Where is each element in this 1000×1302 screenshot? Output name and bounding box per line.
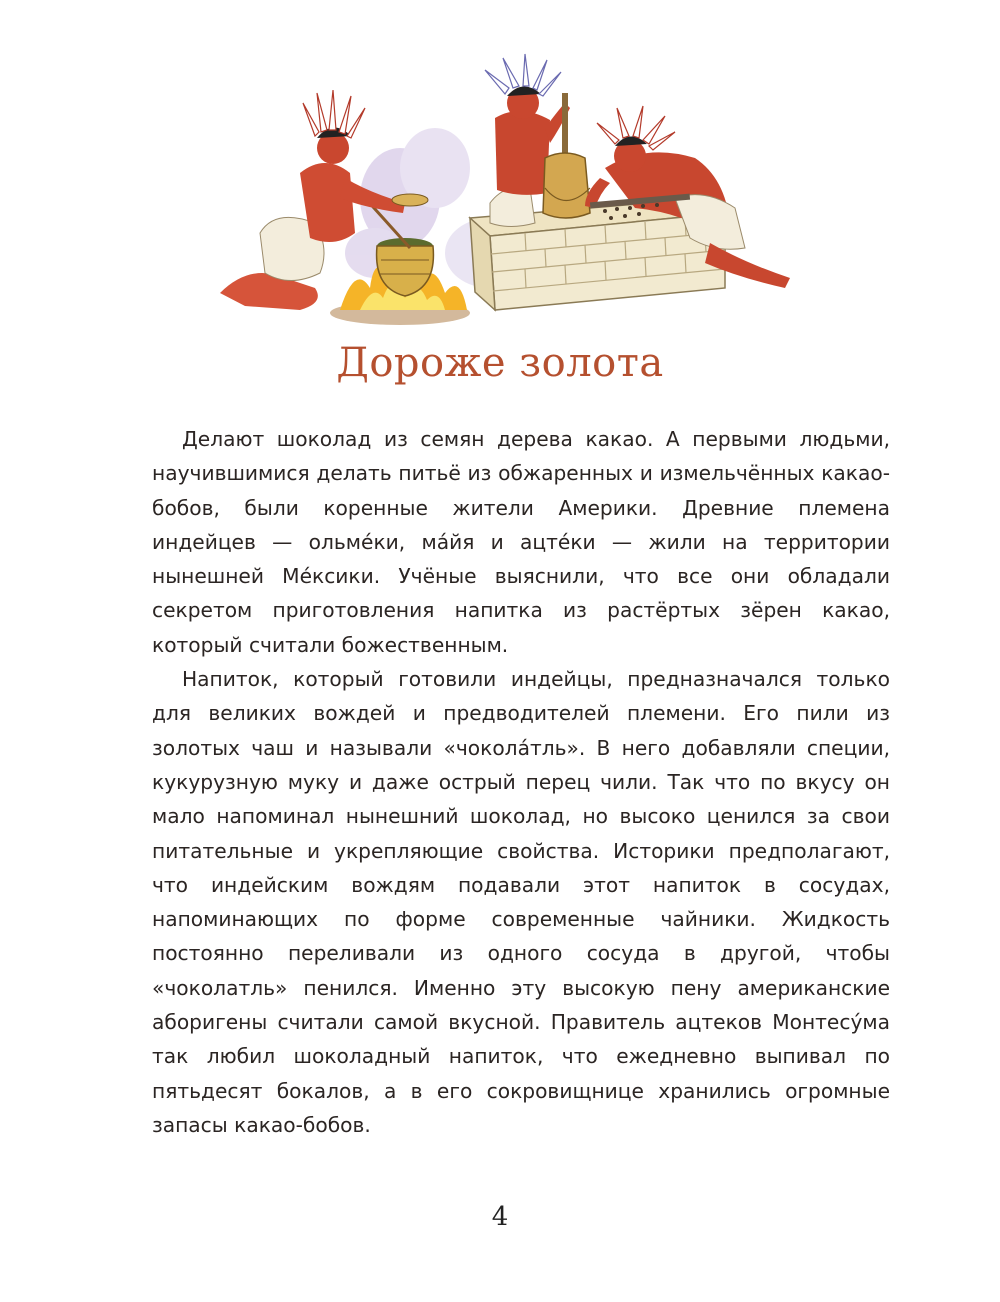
paragraph: Напиток, который готовили индейцы, предназначался только для великих вождей и предводителей племени. Его пили из золотых чаш и называли «чокола́тль». В него добавляли специи, кукурузную муку и даже острый перец чили. Так что по вкусу он мало напоминал нынешний шоколад, но высоко ценился за свои питательные и укрепляющие свойства. Историки предполагают, что индейским вождям подавали этот напиток в сосудах, напоминающих по форме современные чайники. Жидкость постоянно переливали из одного сосуда в другой, чтобы «чоколатль» пенился. Именно эту высокую пену американские аборигены считали самой вкусной. Правитель ацтеков Монтесу́ма так любил шоколадный напиток, что ежедневно выпивал по пятьдесят бокалов, а в его сокровищнице хранились огромные запасы какао-бобов.: [152, 667, 890, 1137]
standing-man-with-pestle: [485, 54, 590, 227]
article-body: [152, 422, 890, 1142]
page-title: Дороже золота: [336, 340, 664, 386]
paragraph: Делают шоколад из семян дерева какао. А первыми людьми, научившимися делать питьё из обжаренных и измельчённых какао-бобов, были коренные жители Америки. Древние племена индейцев — ольме́ки, ма́йя и ацте́ки — жили на территории нынешней Ме́ксики. Учёные выяснили, что все они обладали секретом приготовления напитка из растёртых зёрен какао, который считали божественным.: [152, 427, 890, 657]
aztecs-making-cocoa-illustration: [205, 48, 805, 338]
page-number: 4: [491, 1202, 509, 1232]
